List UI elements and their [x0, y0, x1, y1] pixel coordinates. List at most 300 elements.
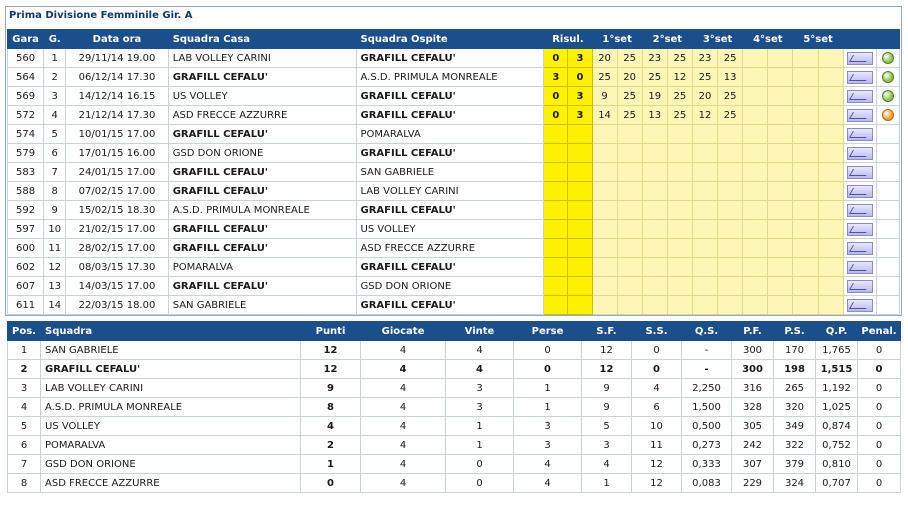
- standing-qp: 1,025: [816, 398, 858, 417]
- standing-ps: 198: [774, 360, 816, 379]
- match-set-score: [743, 239, 768, 258]
- match-set-score: [818, 258, 843, 277]
- match-set-score: 19: [642, 87, 667, 106]
- match-result-away: 3: [568, 106, 592, 125]
- match-report-cell[interactable]: [843, 296, 876, 315]
- match-set-score: [667, 296, 692, 315]
- match-set-score: [793, 277, 818, 296]
- status-orange-icon: [882, 109, 894, 121]
- match-set-score: [743, 106, 768, 125]
- standing-row: [8, 341, 901, 360]
- match-set-score: [768, 258, 793, 277]
- standing-qs: -: [682, 360, 732, 379]
- match-result-away: 0: [568, 68, 592, 87]
- match-row[interactable]: [8, 68, 900, 87]
- match-set-score: [692, 182, 717, 201]
- match-set-score: [692, 239, 717, 258]
- standing-pf: 328: [732, 398, 774, 417]
- match-set-score: [592, 144, 617, 163]
- standing-vinte: 0: [446, 455, 514, 474]
- match-set-score: [592, 258, 617, 277]
- match-set-score: [692, 144, 717, 163]
- match-home-team: GRAFILL CEFALU': [168, 182, 356, 201]
- match-set-score: [692, 296, 717, 315]
- match-set-score: [692, 258, 717, 277]
- match-set-score: 25: [642, 68, 667, 87]
- match-set-score: [818, 68, 843, 87]
- standing-pos: 1: [8, 341, 41, 360]
- col-pos: Pos.: [8, 322, 41, 341]
- standing-sf: 3: [582, 436, 632, 455]
- standing-penal: 0: [858, 455, 901, 474]
- match-set-score: 20: [617, 68, 642, 87]
- match-set-score: [642, 296, 667, 315]
- match-row[interactable]: [8, 182, 900, 201]
- match-set-score: 13: [642, 106, 667, 125]
- match-set-score: [642, 144, 667, 163]
- col-giornata: G.: [44, 30, 66, 49]
- match-row[interactable]: [8, 201, 900, 220]
- match-set-score: 25: [617, 106, 642, 125]
- match-gara: 602: [8, 258, 44, 277]
- match-away-team: GRAFILL CEFALU': [356, 87, 544, 106]
- match-set-score: [642, 163, 667, 182]
- match-row[interactable]: [8, 239, 900, 258]
- match-away-team: GRAFILL CEFALU': [356, 258, 544, 277]
- standing-row: [8, 474, 901, 493]
- standing-team: POMARALVA: [41, 436, 301, 455]
- match-set-score: [793, 125, 818, 144]
- match-set-score: [667, 258, 692, 277]
- standing-ss: 11: [632, 436, 682, 455]
- match-result-away: [568, 296, 592, 315]
- standing-penal: 0: [858, 379, 901, 398]
- match-set-score: [768, 277, 793, 296]
- match-row[interactable]: [8, 296, 900, 315]
- col-giocate: Giocate: [361, 322, 446, 341]
- match-set-score: [793, 163, 818, 182]
- report-mail-icon[interactable]: [847, 109, 873, 122]
- col-set4: 4°set: [743, 30, 793, 49]
- match-set-score: 23: [642, 49, 667, 68]
- standing-perse: 1: [514, 398, 582, 417]
- match-away-team: POMARALVA: [356, 125, 544, 144]
- match-status-cell: [876, 220, 899, 239]
- match-set-score: [743, 258, 768, 277]
- matches-table: [7, 29, 900, 315]
- match-report-cell[interactable]: [843, 49, 876, 68]
- standing-penal: 0: [858, 474, 901, 493]
- match-date: 29/11/14 19.00: [66, 49, 168, 68]
- match-home-team: GRAFILL CEFALU': [168, 163, 356, 182]
- match-set-score: [743, 125, 768, 144]
- match-set-score: [592, 201, 617, 220]
- standing-qs: 1,500: [682, 398, 732, 417]
- standing-row: [8, 436, 901, 455]
- match-set-score: [617, 163, 642, 182]
- match-away-team: A.S.D. PRIMULA MONREALE: [356, 68, 544, 87]
- match-report-cell[interactable]: [843, 220, 876, 239]
- match-status-cell: [876, 201, 899, 220]
- match-status-cell: [876, 106, 899, 125]
- match-giornata: 13: [44, 277, 66, 296]
- match-status-cell: [876, 87, 899, 106]
- match-result-away: [568, 277, 592, 296]
- standing-punti: 9: [301, 379, 361, 398]
- match-set-score: [743, 163, 768, 182]
- match-set-score: 25: [718, 106, 743, 125]
- match-set-score: [793, 220, 818, 239]
- match-set-score: [692, 125, 717, 144]
- match-date: 17/01/15 16.00: [66, 144, 168, 163]
- match-set-score: [818, 106, 843, 125]
- standing-pos: 5: [8, 417, 41, 436]
- standing-giocate: 4: [361, 474, 446, 493]
- match-row[interactable]: [8, 87, 900, 106]
- col-actions: [843, 30, 899, 49]
- match-status-cell: [876, 296, 899, 315]
- match-result-away: [568, 258, 592, 277]
- match-status-cell: [876, 144, 899, 163]
- match-gara: 569: [8, 87, 44, 106]
- match-row[interactable]: [8, 144, 900, 163]
- match-result-home: [544, 220, 568, 239]
- match-set-score: [617, 220, 642, 239]
- match-set-score: [642, 277, 667, 296]
- match-set-score: [768, 68, 793, 87]
- match-date: 14/03/15 17.00: [66, 277, 168, 296]
- match-set-score: [793, 68, 818, 87]
- match-gara: 607: [8, 277, 44, 296]
- match-result-home: [544, 277, 568, 296]
- standing-qp: 1,765: [816, 341, 858, 360]
- standing-ps: 349: [774, 417, 816, 436]
- standing-team: SAN GABRIELE: [41, 341, 301, 360]
- match-set-score: [743, 87, 768, 106]
- standing-vinte: 4: [446, 341, 514, 360]
- report-mail-icon[interactable]: [847, 299, 873, 312]
- standing-ss: 12: [632, 474, 682, 493]
- standing-ss: 4: [632, 379, 682, 398]
- standing-punti: 0: [301, 474, 361, 493]
- match-report-cell[interactable]: [843, 125, 876, 144]
- report-mail-icon[interactable]: [847, 52, 873, 65]
- col-penal: Penal.: [858, 322, 901, 341]
- match-set-score: [768, 239, 793, 258]
- match-result-home: [544, 125, 568, 144]
- match-home-team: GRAFILL CEFALU': [168, 277, 356, 296]
- standings-header: [8, 322, 901, 341]
- standing-ss: 0: [632, 341, 682, 360]
- match-set-score: [718, 144, 743, 163]
- match-set-score: [667, 277, 692, 296]
- match-result-away: 3: [568, 49, 592, 68]
- match-status-cell: [876, 125, 899, 144]
- match-gara: 611: [8, 296, 44, 315]
- standing-giocate: 4: [361, 455, 446, 474]
- match-giornata: 2: [44, 68, 66, 87]
- standing-punti: 4: [301, 417, 361, 436]
- match-set-score: [592, 163, 617, 182]
- standing-sf: 1: [582, 474, 632, 493]
- match-set-score: [718, 277, 743, 296]
- match-result-away: [568, 239, 592, 258]
- standing-qs: 0,273: [682, 436, 732, 455]
- match-row[interactable]: [8, 49, 900, 68]
- match-date: 10/01/15 17.00: [66, 125, 168, 144]
- match-set-score: [768, 125, 793, 144]
- match-set-score: [768, 49, 793, 68]
- report-mail-icon[interactable]: [847, 280, 873, 293]
- standing-row: [8, 360, 901, 379]
- standing-qp: 0,874: [816, 417, 858, 436]
- standing-qp: 1,192: [816, 379, 858, 398]
- match-result-home: 0: [544, 49, 568, 68]
- report-mail-icon[interactable]: [847, 185, 873, 198]
- match-set-score: [743, 182, 768, 201]
- standing-vinte: 4: [446, 360, 514, 379]
- standing-pos: 4: [8, 398, 41, 417]
- standing-ss: 6: [632, 398, 682, 417]
- match-report-cell[interactable]: [843, 144, 876, 163]
- match-gara: 583: [8, 163, 44, 182]
- status-green-icon: [882, 71, 894, 83]
- match-home-team: GRAFILL CEFALU': [168, 68, 356, 87]
- match-away-team: GRAFILL CEFALU': [356, 144, 544, 163]
- standing-giocate: 4: [361, 417, 446, 436]
- report-mail-icon[interactable]: [847, 71, 873, 84]
- match-set-score: [667, 182, 692, 201]
- match-set-score: [592, 125, 617, 144]
- match-set-score: [692, 163, 717, 182]
- match-giornata: 5: [44, 125, 66, 144]
- standing-vinte: 0: [446, 474, 514, 493]
- standing-punti: 2: [301, 436, 361, 455]
- standing-punti: 12: [301, 360, 361, 379]
- col-set1: 1°set: [592, 30, 642, 49]
- match-report-cell[interactable]: [843, 87, 876, 106]
- match-report-cell[interactable]: [843, 68, 876, 87]
- match-set-score: [718, 125, 743, 144]
- col-gara: Gara: [8, 30, 44, 49]
- report-mail-icon[interactable]: [847, 166, 873, 179]
- standings-table: [7, 321, 901, 493]
- standing-pos: 7: [8, 455, 41, 474]
- match-set-score: [692, 277, 717, 296]
- match-set-score: [617, 182, 642, 201]
- match-result-home: [544, 258, 568, 277]
- match-set-score: 25: [667, 106, 692, 125]
- col-vinte: Vinte: [446, 322, 514, 341]
- match-away-team: GRAFILL CEFALU': [356, 49, 544, 68]
- match-result-home: [544, 239, 568, 258]
- col-punti: Punti: [301, 322, 361, 341]
- standing-penal: 0: [858, 398, 901, 417]
- match-giornata: 12: [44, 258, 66, 277]
- standing-vinte: 3: [446, 379, 514, 398]
- standing-qs: 2,250: [682, 379, 732, 398]
- match-away-team: US VOLLEY: [356, 220, 544, 239]
- match-report-cell[interactable]: [843, 106, 876, 125]
- match-status-cell: [876, 163, 899, 182]
- match-set-score: [692, 220, 717, 239]
- match-giornata: 4: [44, 106, 66, 125]
- match-away-team: ASD FRECCE AZZURRE: [356, 239, 544, 258]
- standing-sf: 9: [582, 398, 632, 417]
- standing-qp: 0,752: [816, 436, 858, 455]
- match-result-away: [568, 163, 592, 182]
- match-set-score: [718, 296, 743, 315]
- report-mail-icon[interactable]: [847, 128, 873, 141]
- standing-vinte: 1: [446, 436, 514, 455]
- standing-ps: 379: [774, 455, 816, 474]
- match-result-home: 0: [544, 106, 568, 125]
- match-row[interactable]: [8, 277, 900, 296]
- standing-ss: 12: [632, 455, 682, 474]
- col-qp: Q.P.: [816, 322, 858, 341]
- standing-row: [8, 398, 901, 417]
- match-date: 06/12/14 17.30: [66, 68, 168, 87]
- match-set-score: [743, 296, 768, 315]
- match-set-score: [718, 163, 743, 182]
- standing-perse: 4: [514, 474, 582, 493]
- match-result-away: 3: [568, 87, 592, 106]
- match-set-score: [718, 182, 743, 201]
- match-set-score: [818, 239, 843, 258]
- col-sf: S.F.: [582, 322, 632, 341]
- match-status-cell: [876, 68, 899, 87]
- match-set-score: [793, 258, 818, 277]
- match-set-score: [592, 220, 617, 239]
- report-mail-icon[interactable]: [847, 242, 873, 255]
- match-report-cell[interactable]: [843, 239, 876, 258]
- status-green-icon: [882, 52, 894, 64]
- standing-qs: -: [682, 341, 732, 360]
- standing-team: A.S.D. PRIMULA MONREALE: [41, 398, 301, 417]
- report-mail-icon[interactable]: [847, 90, 873, 103]
- match-set-score: 25: [718, 87, 743, 106]
- standing-punti: 12: [301, 341, 361, 360]
- match-set-score: [818, 163, 843, 182]
- match-set-score: [768, 163, 793, 182]
- match-result-away: [568, 220, 592, 239]
- report-mail-icon[interactable]: [847, 204, 873, 217]
- standing-sf: 5: [582, 417, 632, 436]
- match-set-score: [793, 182, 818, 201]
- match-report-cell[interactable]: [843, 163, 876, 182]
- standing-vinte: 1: [446, 417, 514, 436]
- match-report-cell[interactable]: [843, 277, 876, 296]
- match-result-home: [544, 182, 568, 201]
- col-set3: 3°set: [692, 30, 742, 49]
- col-squadra: Squadra: [41, 322, 301, 341]
- standing-penal: 0: [858, 341, 901, 360]
- standing-punti: 1: [301, 455, 361, 474]
- match-gara: 600: [8, 239, 44, 258]
- match-result-away: [568, 201, 592, 220]
- match-away-team: GRAFILL CEFALU': [356, 201, 544, 220]
- match-giornata: 7: [44, 163, 66, 182]
- col-set2: 2°set: [642, 30, 692, 49]
- match-set-score: [617, 277, 642, 296]
- match-gara: 592: [8, 201, 44, 220]
- match-date: 14/12/14 16.15: [66, 87, 168, 106]
- match-date: 28/02/15 17.00: [66, 239, 168, 258]
- standing-giocate: 4: [361, 341, 446, 360]
- match-set-score: 12: [667, 68, 692, 87]
- match-status-cell: [876, 49, 899, 68]
- match-row[interactable]: [8, 106, 900, 125]
- match-row[interactable]: [8, 163, 900, 182]
- standing-ss: 0: [632, 360, 682, 379]
- standing-ps: 265: [774, 379, 816, 398]
- match-report-cell[interactable]: [843, 182, 876, 201]
- match-away-team: GSD DON ORIONE: [356, 277, 544, 296]
- match-home-team: US VOLLEY: [168, 87, 356, 106]
- match-gara: 579: [8, 144, 44, 163]
- match-set-score: [592, 239, 617, 258]
- match-report-cell[interactable]: [843, 201, 876, 220]
- match-giornata: 6: [44, 144, 66, 163]
- match-row[interactable]: [8, 125, 900, 144]
- match-row[interactable]: [8, 220, 900, 239]
- standing-team: LAB VOLLEY CARINI: [41, 379, 301, 398]
- match-giornata: 10: [44, 220, 66, 239]
- match-giornata: 1: [44, 49, 66, 68]
- report-mail-icon[interactable]: [847, 223, 873, 236]
- report-mail-icon[interactable]: [847, 147, 873, 160]
- match-away-team: GRAFILL CEFALU': [356, 106, 544, 125]
- match-set-score: [667, 144, 692, 163]
- col-qs: Q.S.: [682, 322, 732, 341]
- standing-qp: 1,515: [816, 360, 858, 379]
- match-set-score: [793, 201, 818, 220]
- match-set-score: [718, 239, 743, 258]
- standing-row: [8, 455, 901, 474]
- match-set-score: [768, 144, 793, 163]
- matches-header: [8, 30, 900, 49]
- match-set-score: [642, 201, 667, 220]
- match-set-score: 20: [692, 87, 717, 106]
- match-home-team: GRAFILL CEFALU': [168, 125, 356, 144]
- match-set-score: [818, 87, 843, 106]
- match-set-score: [642, 220, 667, 239]
- standing-giocate: 4: [361, 436, 446, 455]
- standing-pf: 242: [732, 436, 774, 455]
- match-set-score: [592, 296, 617, 315]
- report-mail-icon[interactable]: [847, 261, 873, 274]
- match-set-score: [818, 182, 843, 201]
- standing-pf: 307: [732, 455, 774, 474]
- match-result-home: [544, 296, 568, 315]
- match-home-team: GSD DON ORIONE: [168, 144, 356, 163]
- match-set-score: [718, 220, 743, 239]
- match-set-score: [743, 144, 768, 163]
- match-set-score: 25: [667, 49, 692, 68]
- standing-perse: 1: [514, 379, 582, 398]
- standing-sf: 4: [582, 455, 632, 474]
- standing-ps: 320: [774, 398, 816, 417]
- match-set-score: [667, 220, 692, 239]
- match-report-cell[interactable]: [843, 258, 876, 277]
- col-data-ora: Data ora: [66, 30, 168, 49]
- standing-perse: 0: [514, 360, 582, 379]
- standing-penal: 0: [858, 436, 901, 455]
- standing-team: US VOLLEY: [41, 417, 301, 436]
- match-row[interactable]: [8, 258, 900, 277]
- match-home-team: GRAFILL CEFALU': [168, 239, 356, 258]
- standing-giocate: 4: [361, 360, 446, 379]
